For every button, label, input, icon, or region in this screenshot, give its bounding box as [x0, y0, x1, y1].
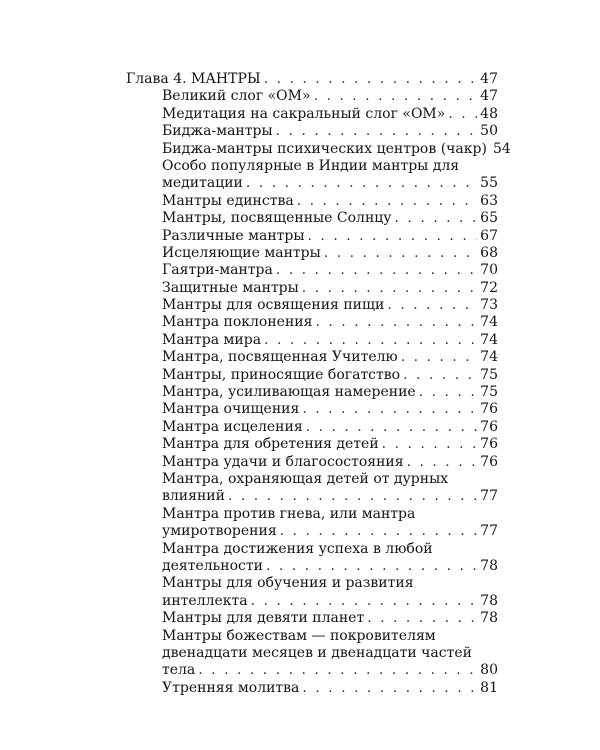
- dot-leader: [266, 558, 477, 575]
- toc-entry-line: Мантры божествам — покровителям: [162, 627, 436, 644]
- toc-entry-page-number: 63: [480, 192, 498, 209]
- table-of-contents: [126, 71, 511, 697]
- toc-entry-title: Мантра мира: [162, 331, 262, 348]
- chapter-heading-row[interactable]: [126, 71, 498, 88]
- toc-entry[interactable]: [126, 419, 498, 436]
- dot-leader: [302, 280, 477, 297]
- toc-entry-page-number: 55: [480, 175, 498, 192]
- dot-leader: [367, 610, 477, 627]
- dot-leader: [407, 454, 478, 471]
- toc-entry-page-number: 72: [480, 279, 498, 296]
- toc-entry-page-number: 68: [480, 244, 498, 261]
- dot-leader: [315, 314, 477, 331]
- toc-entry[interactable]: [126, 245, 498, 262]
- toc-entry[interactable]: [126, 558, 498, 575]
- toc-entry-line: Особо популярные в Индии мантры для: [162, 157, 460, 174]
- toc-entry[interactable]: [126, 140, 511, 158]
- dot-leader: [308, 228, 478, 245]
- dot-leader: [302, 401, 477, 418]
- toc-entry[interactable]: [126, 280, 498, 297]
- toc-entry-title: Утренняя молитва: [162, 679, 300, 696]
- toc-entry-page-number: 75: [480, 384, 498, 401]
- toc-entry-page-number: 50: [480, 123, 498, 140]
- chapter-title: Глава 4. МАНТРЫ: [126, 71, 261, 87]
- toc-entry-page-number: 74: [480, 349, 498, 366]
- toc-entry[interactable]: [126, 593, 498, 610]
- toc-entry-page-number: 70: [480, 262, 498, 279]
- toc-entry-page-number: 73: [480, 297, 498, 314]
- toc-entry[interactable]: [126, 297, 498, 314]
- toc-entry-title: Мантры, приносящие богатство: [162, 366, 401, 383]
- toc-entry[interactable]: [126, 262, 498, 279]
- toc-entry-line: Мантра против гнева, или мантра: [162, 505, 416, 522]
- toc-entry[interactable]: [126, 523, 498, 540]
- toc-entry-page-number: 74: [480, 331, 498, 348]
- toc-entry-title: Мантры единства: [162, 192, 294, 209]
- toc-entry-title: Защитные мантры: [162, 279, 299, 296]
- dot-leader: [251, 593, 478, 610]
- toc-entry[interactable]: [126, 436, 498, 453]
- toc-entry-page-number: 65: [480, 210, 498, 227]
- toc-entry[interactable]: [126, 680, 498, 697]
- toc-entry-page-number: 48: [480, 105, 498, 122]
- toc-entry[interactable]: [126, 88, 498, 105]
- toc-entry-page-number: 81: [480, 679, 498, 696]
- toc-entry-page-number: 77: [480, 488, 498, 505]
- toc-entry-title: Мантра удачи и благосостояния: [162, 453, 404, 470]
- toc-entry[interactable]: [126, 210, 498, 227]
- dot-leader: [198, 662, 477, 679]
- chapter-page-number: 47: [480, 71, 498, 87]
- toc-entry[interactable]: [126, 610, 498, 627]
- toc-entry[interactable]: [126, 314, 498, 331]
- toc-entry-title: Мантра для обретения детей: [162, 436, 379, 453]
- toc-entry[interactable]: [126, 401, 498, 418]
- toc-entry-page-number: 76: [480, 453, 498, 470]
- toc-entry-title: Великий слог «ОМ»: [162, 88, 311, 105]
- toc-entry-line: Мантры для обучения и развития: [162, 575, 414, 592]
- toc-entry-page-number: 78: [480, 557, 498, 574]
- toc-entry[interactable]: [126, 193, 498, 210]
- toc-entry-title: Мантра исцеления: [162, 418, 303, 435]
- toc-entry-line: Мантра достижения успеха в любой: [162, 540, 433, 557]
- toc-entry[interactable]: [126, 123, 498, 140]
- toc-entry[interactable]: [126, 662, 498, 679]
- toc-entry-line: Мантра, охраняющая детей от дурных: [162, 470, 449, 487]
- toc-entry-title: Мантра очищения: [162, 401, 300, 418]
- dot-leader: [246, 175, 477, 192]
- dot-leader: [314, 88, 478, 105]
- toc-entry[interactable]: [126, 228, 498, 245]
- toc-entry[interactable]: [126, 175, 498, 192]
- toc-entry[interactable]: [126, 332, 498, 349]
- dot-leader: [306, 419, 478, 436]
- dot-leader: [395, 210, 478, 227]
- dot-leader: [264, 332, 477, 349]
- toc-entry-title: деятельности: [162, 557, 263, 574]
- toc-entry[interactable]: [126, 384, 498, 401]
- toc-entry-page-number: 76: [480, 401, 498, 418]
- toc-entry-page-number: 47: [480, 88, 498, 105]
- toc-entry-title: Мантра поклонения: [162, 314, 313, 331]
- toc-entry[interactable]: [126, 349, 498, 366]
- dot-leader: [276, 262, 477, 279]
- dot-leader: [324, 245, 477, 262]
- toc-entry-page-number: 78: [480, 610, 498, 627]
- toc-entry-title: Биджа-мантры психических центров (чакр): [162, 140, 487, 157]
- dot-leader: [419, 384, 477, 401]
- toc-entry-title: Исцеляющие мантры: [162, 244, 321, 261]
- toc-entry-page-number: 75: [480, 366, 498, 383]
- dot-leader: [276, 123, 478, 140]
- toc-entry-title: медитации: [162, 175, 243, 192]
- toc-entry-page-number: 74: [480, 314, 498, 331]
- toc-entry[interactable]: [126, 367, 498, 384]
- toc-entry-title: Биджа-мантры: [162, 123, 273, 140]
- toc-entry-title: Мантра, посвященная Учителю: [162, 349, 398, 366]
- dot-leader: [297, 193, 477, 210]
- toc-entry[interactable]: [126, 488, 498, 505]
- toc-entry-title: Мантры, посвященные Солнцу: [162, 210, 392, 227]
- toc-entry-title: умиротворения: [162, 523, 277, 540]
- toc-entry-title: влияний: [162, 488, 225, 505]
- toc-entry-page-number: 77: [480, 523, 498, 540]
- dot-leader: [448, 106, 477, 123]
- dot-leader: [382, 436, 478, 453]
- dot-leader: [228, 488, 477, 505]
- toc-entry-page-number: 67: [480, 227, 498, 244]
- toc-entry-title: Мантры для освящения пищи: [162, 297, 385, 314]
- toc-entry-page-number: 80: [480, 662, 498, 679]
- toc-entry-title: тела: [162, 662, 196, 679]
- toc-entry-page-number: 76: [480, 436, 498, 453]
- dot-leader: [401, 349, 477, 366]
- dot-leader: [302, 680, 477, 697]
- toc-entry[interactable]: [126, 454, 498, 471]
- dot-leader: [387, 297, 477, 314]
- dot-leader: [403, 367, 477, 384]
- dot-leader: [264, 71, 477, 88]
- toc-entry-title: Гаятри-мантра: [162, 262, 273, 279]
- toc-entry-title: интеллекта: [162, 592, 248, 609]
- toc-entry-title: Медитация на сакральный слог «ОМ»: [162, 105, 446, 122]
- toc-entry[interactable]: [126, 106, 498, 123]
- toc-entry-title: Мантры для девяти планет: [162, 610, 365, 627]
- toc-entry-page-number: 76: [480, 418, 498, 435]
- toc-entry-title: Мантра, усиливающая намерение: [162, 384, 416, 401]
- toc-entry-line: двенадцати месяцев и двенадцати частей: [162, 644, 472, 661]
- toc-entry-page-number: 78: [480, 592, 498, 609]
- toc-entry-title: Различные мантры: [162, 227, 305, 244]
- dot-leader: [280, 523, 478, 540]
- toc-entry-page-number: 54: [492, 140, 511, 157]
